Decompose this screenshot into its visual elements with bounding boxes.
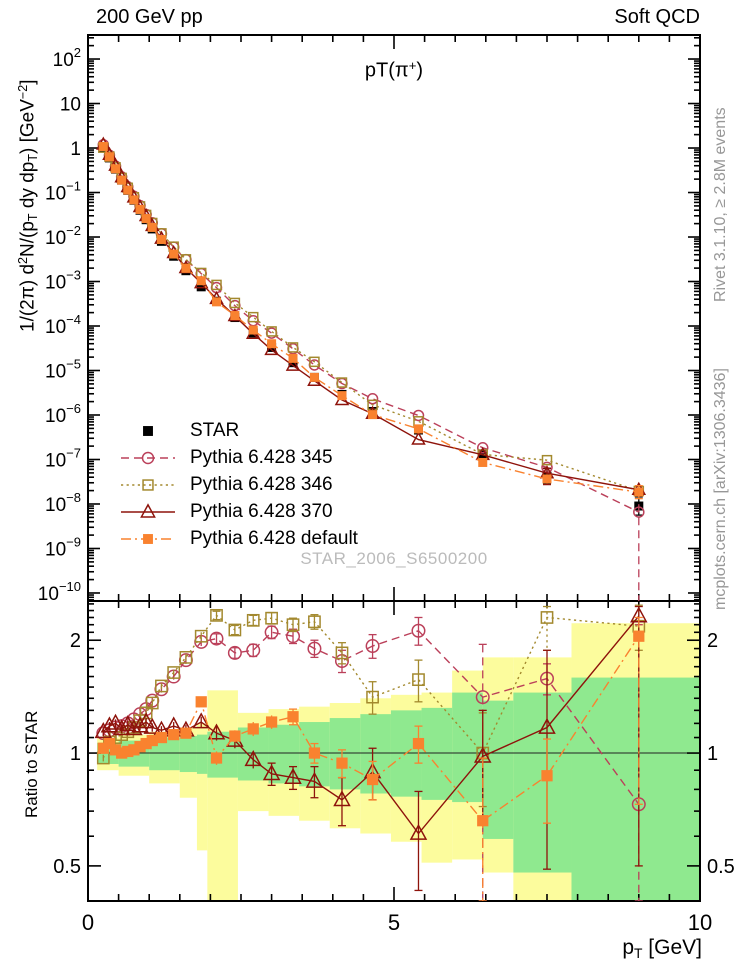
legend-item-p345 — [120, 444, 358, 471]
svg-text:2: 2 — [69, 630, 81, 653]
svg-text:10−5: $10^{-5}$ — [45, 356, 81, 383]
svg-text:10−6: $10^{-6}$ — [45, 401, 81, 428]
legend-marker-square-filled — [120, 421, 176, 441]
green-band-bin — [180, 736, 197, 772]
svg-text:0.5: 0.5 — [707, 855, 735, 878]
legend-label: Pythia 6.428 345 — [190, 446, 333, 468]
svg-text:10−7: $10^{-7}$ — [45, 445, 81, 472]
svg-text:10−8: $10^{-8}$ — [45, 489, 81, 516]
svg-text:10: 10 — [687, 910, 713, 935]
svg-text:5: 5 — [387, 910, 401, 935]
svg-text:10−3: $10^{-3}$ — [45, 267, 81, 294]
legend-marker-square-filled — [120, 529, 176, 549]
svg-text:10−1: $10^{-1}$ — [45, 178, 81, 205]
yellow-band-bin — [207, 690, 238, 901]
legend-label: Pythia 6.428 346 — [190, 473, 333, 495]
legend-label: Pythia 6.428 default — [190, 527, 358, 549]
title-text: pT(π — [364, 59, 409, 82]
svg-text:1: 1 — [69, 743, 81, 766]
legend-item-star — [120, 417, 358, 444]
svg-text:102: $10^2$ — [52, 45, 81, 72]
title-close: ) — [416, 59, 424, 82]
legend-label: Pythia 6.428 370 — [190, 500, 333, 522]
legend-marker-circle-open — [120, 448, 176, 468]
svg-text:10−2: $10^{-2}$ — [45, 223, 81, 250]
rivet-version-label: Rivet 3.1.10, ≥ 2.8M events — [712, 107, 729, 302]
legend-marker-triangle-open — [120, 502, 176, 522]
mcplots-credit-label: mcplots.cern.ch [arXiv:1306.3436] — [712, 368, 729, 610]
green-band-bin — [571, 678, 700, 901]
main-y-axis-label: 1/(2π) $d^2N/(p_T$ dy $dp_T$) [GeV$^{-2}$] — [16, 79, 41, 332]
green-band-bin — [197, 735, 207, 774]
legend-marker-square-open — [120, 475, 176, 495]
svg-text:2: 2 — [707, 630, 719, 653]
legend — [120, 417, 358, 552]
svg-text:10−4: $10^{-4}$ — [45, 312, 81, 339]
beam-energy-label: 200 GeV pp — [96, 6, 203, 28]
analysis-id-watermark: STAR_2006_S6500200 — [300, 549, 488, 568]
legend-item-pdef — [120, 525, 358, 552]
title-sup: + — [408, 58, 417, 73]
svg-text:1: 1 — [70, 139, 81, 161]
ratio-uncertainty-bands — [97, 623, 700, 901]
x-axis-label: $p_T$ [GeV] — [622, 936, 702, 962]
svg-text:10−10: $10^{-10}$ — [37, 578, 81, 605]
green-band-bin — [513, 693, 571, 873]
process-group-label: Soft QCD — [614, 6, 700, 28]
legend-item-p346 — [120, 471, 358, 498]
svg-text:10−9: $10^{-9}$ — [45, 534, 81, 561]
svg-text:1: 1 — [707, 743, 719, 766]
green-band-bin — [422, 708, 453, 800]
legend-label: STAR — [190, 419, 240, 441]
green-band-bin — [330, 718, 361, 789]
ratio-y-axis-label: Ratio to STAR — [22, 710, 41, 818]
svg-text:10: 10 — [59, 94, 81, 116]
legend-item-p370 — [120, 498, 358, 525]
svg-text:0.5: 0.5 — [53, 855, 81, 878]
svg-text:0: 0 — [81, 910, 95, 935]
